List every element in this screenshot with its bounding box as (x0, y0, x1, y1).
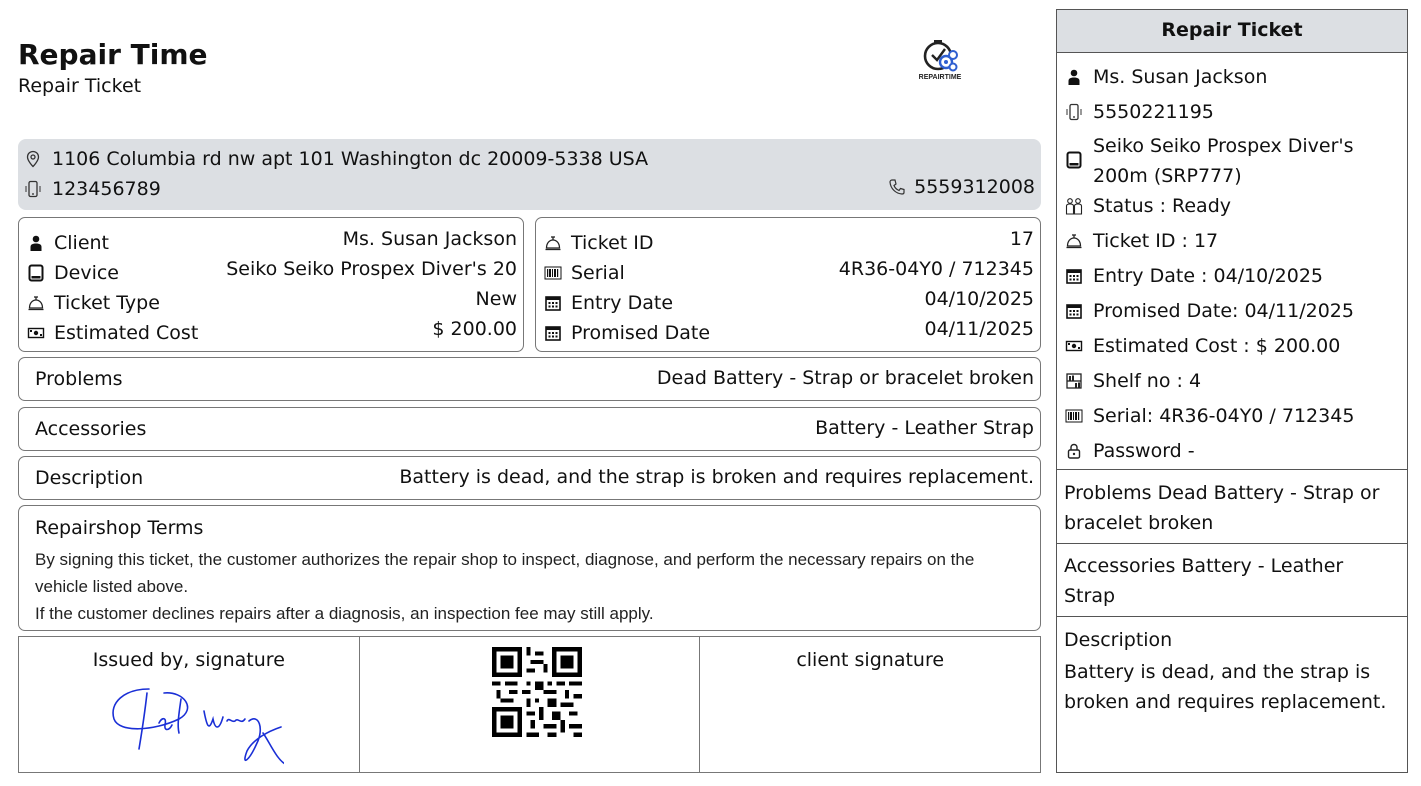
panel-ticket-id-row (1065, 230, 1401, 252)
serial-label: Serial (571, 262, 625, 284)
description-row (18, 456, 1041, 500)
serial-row (544, 258, 1034, 286)
page-subtitle: Repair Ticket (18, 75, 142, 97)
panel-accessories: Accessories Battery - Leather Strap (1064, 555, 1344, 607)
promised-date-label: Promised Date (571, 322, 711, 344)
calendar-icon (1065, 267, 1083, 285)
shop-mobile: 123456789 (52, 178, 161, 200)
ticket-summary-panel (1056, 9, 1408, 773)
client-row (27, 228, 517, 256)
terms-text (35, 546, 1026, 627)
entry-date-row (544, 288, 1034, 316)
client-signature-caption: client signature (796, 649, 945, 671)
panel-phone: 5550221195 (1093, 101, 1214, 123)
issued-by-cell (19, 637, 360, 772)
panel-serial-row (1065, 405, 1401, 427)
panel-status: Status : Ready (1093, 195, 1232, 217)
technicians-icon (1065, 197, 1083, 215)
shop-title: Repair Time (18, 38, 208, 71)
client-value: Ms. Susan Jackson (342, 228, 517, 250)
panel-title: Repair Ticket (1057, 10, 1407, 53)
client-label: Client (54, 232, 110, 254)
logo-wordmark: REPAIRTIME (918, 74, 962, 81)
problems-value: Dead Battery - Strap or bracelet broken (656, 367, 1034, 389)
client-signature-cell (700, 637, 1040, 772)
ticket-id-label: Ticket ID (571, 232, 654, 254)
promised-date-value: 04/11/2025 (924, 318, 1034, 340)
ticket-type-value: New (475, 288, 517, 310)
panel-ticket-id: Ticket ID : 17 (1093, 230, 1219, 252)
cash-icon (1065, 337, 1083, 355)
shop-contact-bar (18, 139, 1041, 210)
promised-date-row (544, 318, 1034, 346)
panel-entry-date: Entry Date : 04/10/2025 (1093, 265, 1323, 287)
panel-device-row (1065, 131, 1401, 191)
problems-row (18, 357, 1041, 401)
lock-icon (1065, 442, 1083, 460)
serial-value: 4R36-04Y0 / 712345 (838, 258, 1034, 280)
shop-address: 1106 Columbia rd nw apt 101 Washington dc 20009-5338 USA (52, 148, 649, 170)
estimated-cost-label: Estimated Cost (54, 322, 199, 344)
panel-description-label: Description (1064, 629, 1173, 651)
tablet-icon (27, 264, 45, 282)
entry-date-value: 04/10/2025 (924, 288, 1034, 310)
location-pin-icon (24, 150, 42, 168)
panel-description: Battery is dead, and the strap is broken and requires replacement. (1064, 661, 1387, 713)
calendar-icon (1065, 302, 1083, 320)
panel-entry-date-row (1065, 265, 1401, 287)
client-info-box (18, 217, 524, 352)
shelf-icon (1065, 372, 1083, 390)
calendar-icon (544, 294, 562, 312)
watch-gear-logo-icon (914, 40, 966, 74)
panel-device: Seiko Seiko Prospex Diver's 200m (SRP777) (1093, 135, 1354, 187)
barcode-icon (544, 264, 562, 282)
ticket-id-value: 17 (1009, 228, 1034, 250)
service-bell-icon (27, 294, 45, 312)
accessories-label: Accessories (35, 418, 147, 440)
qr-code-image (492, 647, 582, 737)
device-row (27, 258, 517, 286)
shop-phone: 5559312008 (914, 176, 1035, 198)
panel-divider (1057, 543, 1407, 544)
qr-code-cell (360, 637, 701, 772)
shop-logo (914, 40, 966, 86)
panel-password: Password - (1093, 440, 1195, 462)
accessories-row (18, 407, 1041, 451)
calendar-icon (544, 324, 562, 342)
phone-handset-icon (888, 178, 906, 196)
panel-shelf-row (1065, 370, 1401, 392)
service-bell-icon (1065, 232, 1083, 250)
ticket-id-row (544, 228, 1034, 256)
panel-status-row (1065, 195, 1401, 217)
panel-client-row (1065, 66, 1401, 88)
device-label: Device (54, 262, 119, 284)
description-value: Battery is dead, and the strap is broken and requires replacement. (399, 466, 1034, 488)
person-icon (27, 234, 45, 252)
panel-estimated-cost: Estimated Cost : $ 200.00 (1093, 335, 1341, 357)
issuer-signature-image (109, 681, 284, 769)
panel-phone-row (1065, 101, 1401, 123)
panel-password-row (1065, 440, 1401, 462)
repairshop-terms (18, 505, 1041, 631)
estimated-cost-row (27, 318, 517, 346)
terms-heading: Repairshop Terms (35, 517, 204, 539)
mobile-phone-icon (24, 180, 42, 198)
person-icon (1065, 68, 1083, 86)
panel-serial: Serial: 4R36-04Y0 / 712345 (1093, 405, 1355, 427)
panel-promised-date: Promised Date: 04/11/2025 (1093, 300, 1354, 322)
device-value: Seiko Seiko Prospex Diver's 20 (226, 258, 517, 280)
panel-cost-row (1065, 335, 1401, 357)
service-bell-icon (544, 234, 562, 252)
cash-icon (27, 324, 45, 342)
entry-date-label: Entry Date (571, 292, 674, 314)
description-label: Description (35, 467, 144, 489)
accessories-value: Battery - Leather Strap (815, 417, 1034, 439)
tablet-icon (1065, 151, 1083, 169)
ticket-info-box (535, 217, 1041, 352)
ticket-type-row (27, 288, 517, 316)
terms-line-1: By signing this ticket, the customer authorizes the repair shop to inspect, diagnose, and perform the necessary repairs on the vehicle listed above. (35, 550, 975, 596)
panel-divider (1057, 616, 1407, 617)
barcode-icon (1065, 407, 1083, 425)
signature-section (18, 636, 1041, 773)
ticket-type-label: Ticket Type (54, 292, 160, 314)
panel-divider (1057, 469, 1407, 470)
mobile-phone-icon (1065, 103, 1083, 121)
panel-problems: Problems Dead Battery - Strap or bracelet broken (1064, 482, 1380, 534)
problems-label: Problems (35, 368, 123, 390)
issued-by-caption: Issued by, signature (92, 649, 285, 671)
panel-promised-date-row (1065, 300, 1401, 322)
panel-shelf: Shelf no : 4 (1093, 370, 1202, 392)
estimated-cost-value: $ 200.00 (432, 318, 517, 340)
panel-client: Ms. Susan Jackson (1093, 66, 1268, 88)
terms-line-2: If the customer declines repairs after a diagnosis, an inspection fee may still apply. (35, 604, 654, 623)
